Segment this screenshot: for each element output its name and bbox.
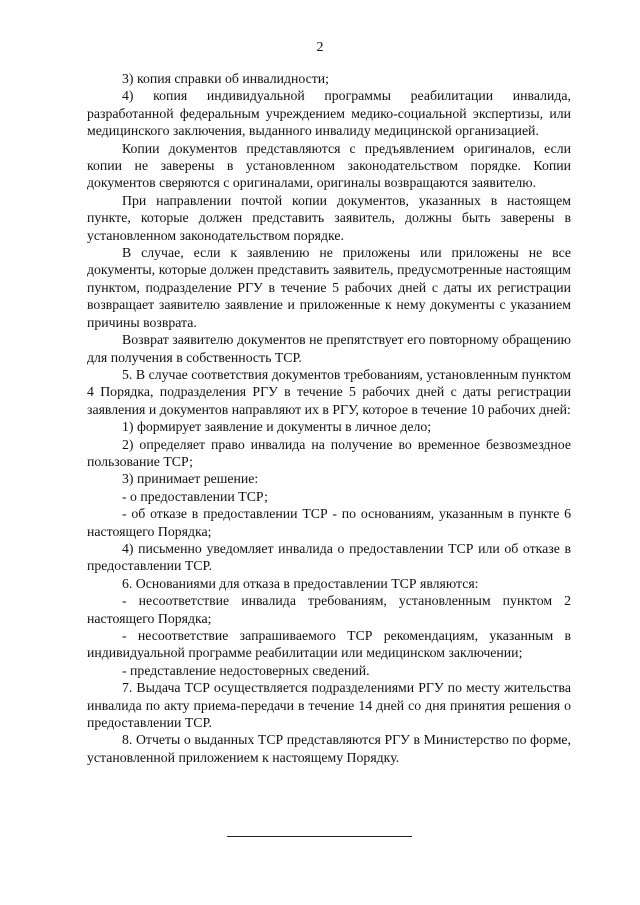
paragraph: 7. Выдача ТСР осуществляется подразделениями РГУ по месту жительства инвалида по акту приема-передачи в течение 14 дней со дня принятия решения о предоставлении ТСР. (87, 680, 571, 731)
paragraph: 4) письменно уведомляет инвалида о предоставлении ТСР или об отказе в предоставлении ТСР. (87, 540, 571, 574)
paragraph: - несоответствие запрашиваемого ТСР рекомендациям, указанным в индивидуальной программе реабилитации или медицинском заключении; (87, 628, 571, 661)
paragraph: 2) определяет право инвалида на получение во временное безвозмездное пользование ТСР; (87, 436, 571, 469)
paragraph: 6. Основаниями для отказа в предоставлении ТСР являются: (122, 575, 479, 591)
closing-rule (227, 836, 412, 837)
paragraph: 1) формирует заявление и документы в личное дело; (122, 419, 432, 435)
paragraph: Возврат заявителю документов не препятствует его повторному обращению для получения в собственность ТСР. (87, 332, 571, 365)
paragraph: 5. В случае соответствия документов требованиям, установленным пунктом 4 Порядка, подразделения РГУ в течение 5 рабочих дней с даты регистрации заявления и документов направляют их в РГУ, которое в течение 10 рабочих дней: (87, 366, 571, 417)
paragraph: 8. Отчеты о выданных ТСР представляются РГУ в Министерство по форме, установленной приложением к настоящему Порядку. (87, 732, 571, 765)
document-body (87, 70, 571, 766)
paragraph: - представление недостоверных сведений. (122, 662, 370, 678)
paragraph: - об отказе в предоставлении ТСР - по основаниям, указанным в пункте 6 настоящего Порядка; (87, 506, 571, 539)
paragraph: - несоответствие инвалида требованиям, установленным пунктом 2 настоящего Порядка; (87, 593, 571, 626)
paragraph: При направлении почтой копии документов, указанных в настоящем пункте, которые должен представить заявитель, должны быть заверены в установленном законодательством порядке. (87, 192, 571, 243)
paragraph: 4) копия индивидуальной программы реабилитации инвалида, разработанной федеральным учреждением медико-социальной экспертизы, или медицинского заключения, выданного инвалиду медицинской организацией. (87, 88, 571, 139)
paragraph: - о предоставлении ТСР; (122, 488, 268, 504)
paragraph: В случае, если к заявлению не приложены или приложены не все документы, которые должен представить заявитель, предусмотренные настоящим пунктом, подразделение РГУ в течение 5 рабочих дней с даты их регистрации возвращает заявителю заявление и приложенные к нему документы с указанием причины возврата. (87, 245, 571, 330)
paragraph: Копии документов представляются с предъявлением оригиналов, если копии не заверены в установленном законодательством порядке. Копии документов сверяются с оригиналами, оригиналы возвращаются заявителю. (87, 140, 571, 191)
paragraph: 3) копия справки об инвалидности; (122, 71, 329, 86)
page-number: 2 (316, 40, 324, 55)
paragraph: 3) принимает решение: (122, 471, 259, 487)
